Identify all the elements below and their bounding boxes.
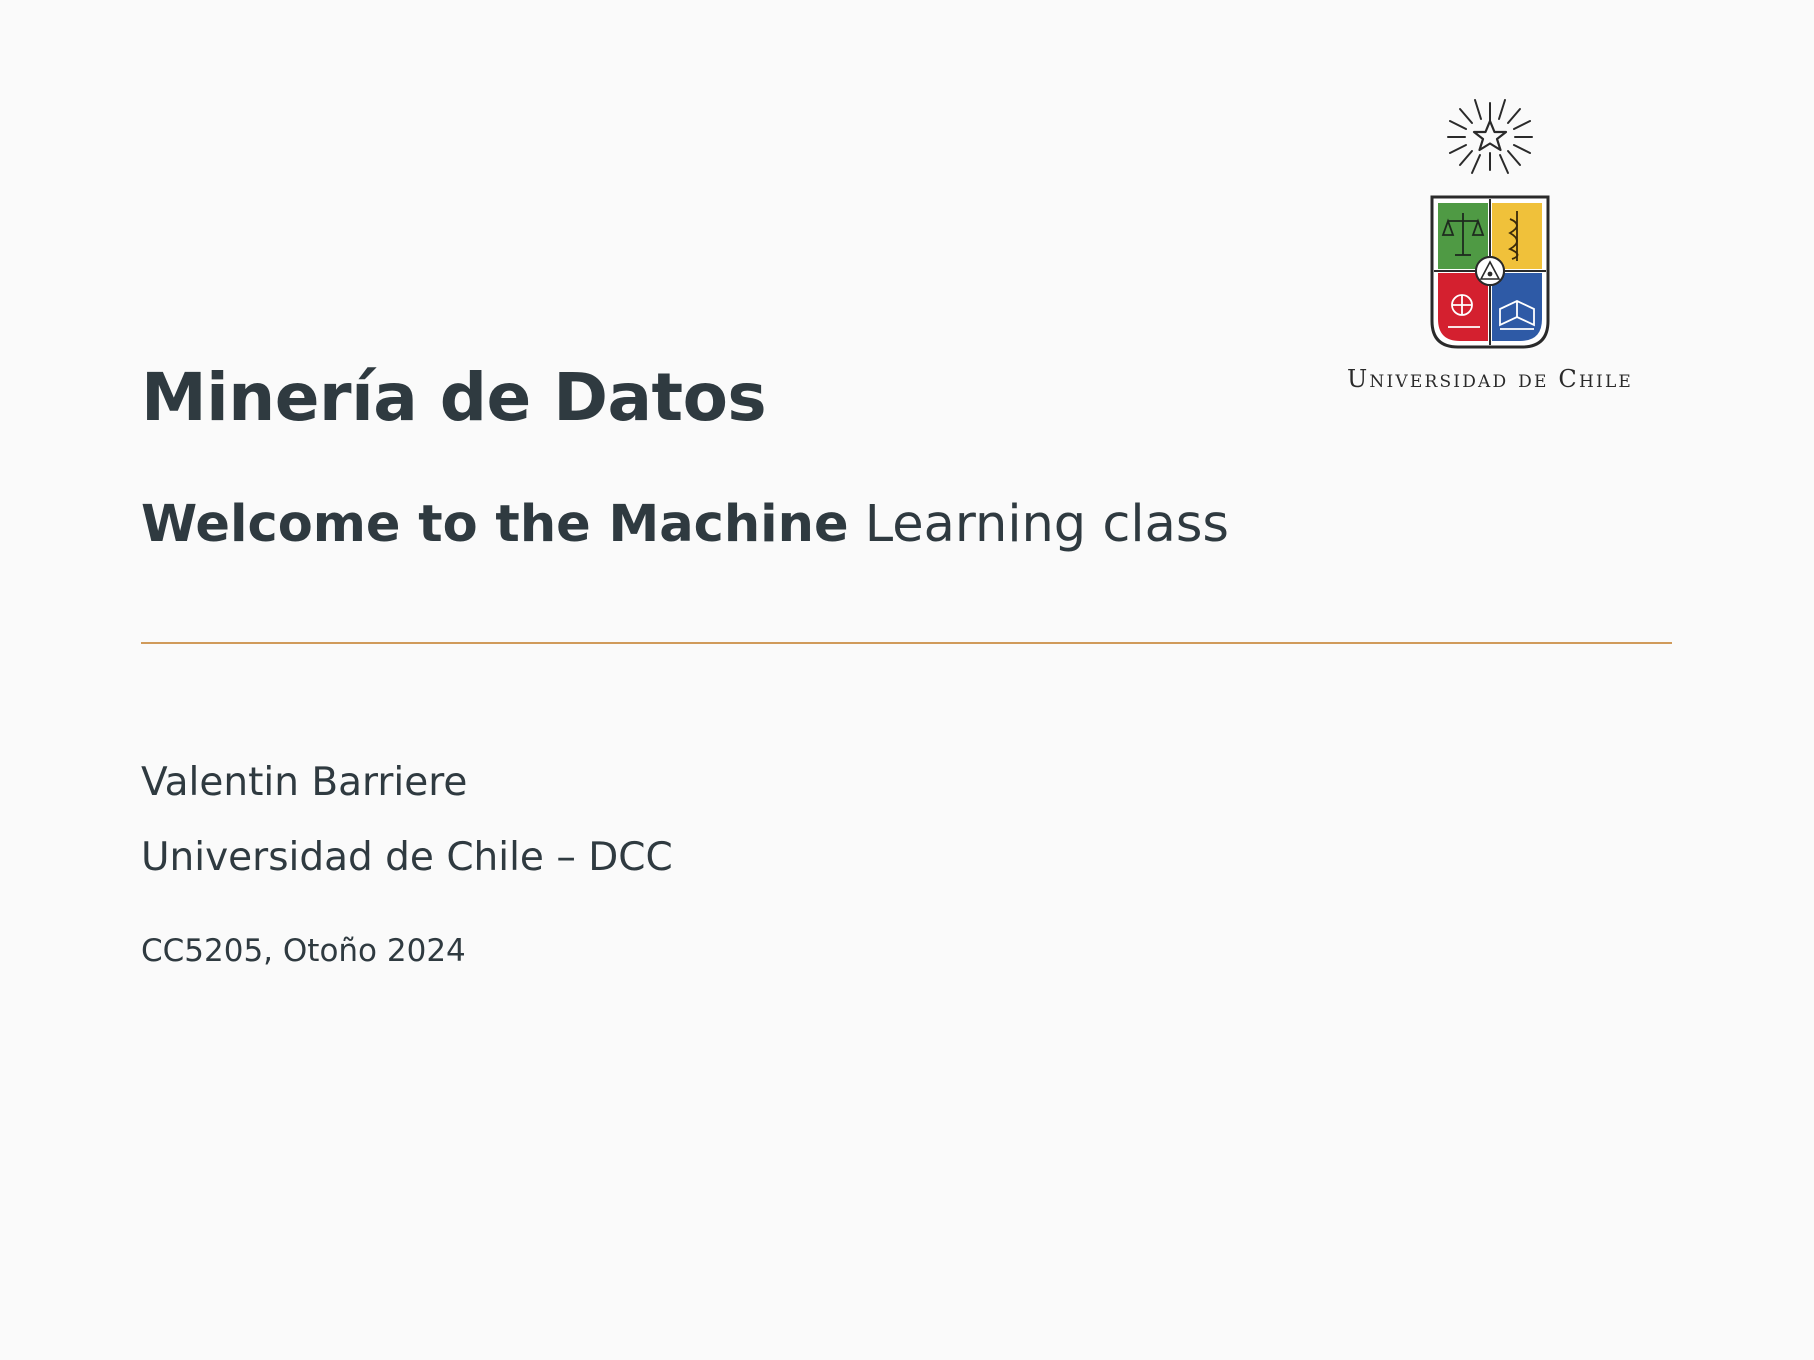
logo-wordmark: Universidad de Chile bbox=[1346, 365, 1634, 393]
author-name: Valentin Barriere bbox=[141, 760, 468, 805]
title-divider bbox=[141, 642, 1672, 644]
shield-red-quadrant bbox=[1438, 273, 1488, 341]
course-date: CC5205, Otoño 2024 bbox=[141, 933, 466, 969]
star-icon bbox=[1474, 121, 1506, 150]
subtitle-regular-part: Learning class bbox=[848, 495, 1229, 554]
institute: Universidad de Chile – DCC bbox=[141, 835, 673, 880]
university-logo bbox=[1300, 95, 1680, 405]
subtitle-bold-part: Welcome to the Machine bbox=[141, 495, 849, 554]
slide-title: Minería de Datos bbox=[141, 359, 767, 436]
coat-of-arms-icon bbox=[1300, 95, 1680, 365]
slide-subtitle bbox=[141, 494, 1229, 555]
